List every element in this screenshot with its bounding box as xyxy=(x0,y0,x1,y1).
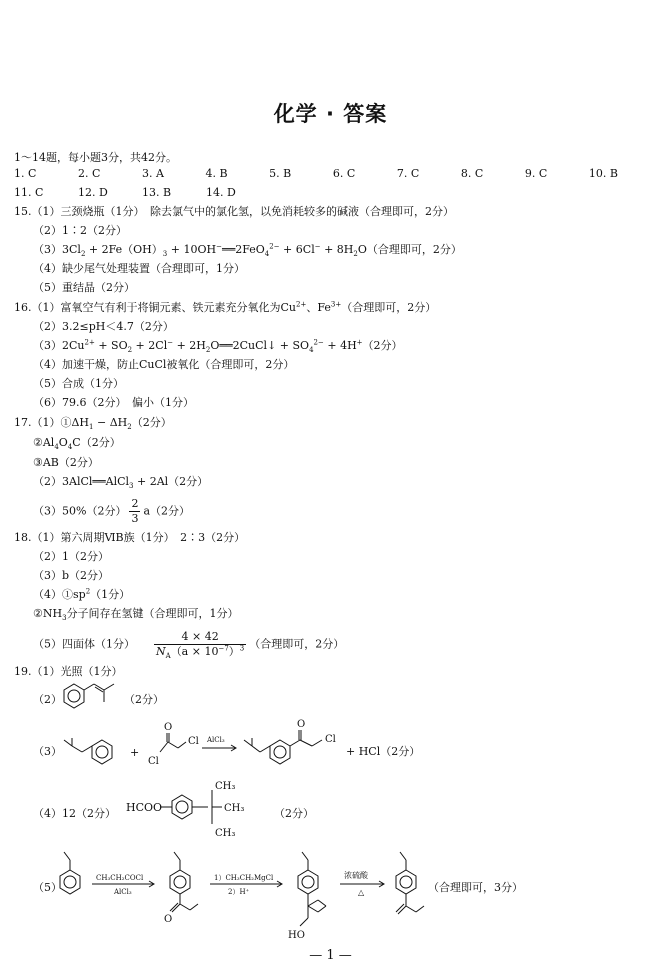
page-title: 化学 · 答案 xyxy=(273,102,388,126)
fraction: $\frac{4 \times 42}{N_A(a \times 10^{-7})^3}$ xyxy=(156,630,245,661)
svg-text:Cl: Cl xyxy=(148,756,159,767)
q17-line-2: $②Al_4O_4C(2$分） xyxy=(33,436,121,452)
q18-line-4: $(4)①sp^2(1$分） xyxy=(33,587,131,601)
svg-text:AlCl₃: AlCl₃ xyxy=(114,888,132,896)
q19-2-label: （2） xyxy=(33,693,62,706)
svg-text:O: O xyxy=(164,914,173,925)
q15-line-1: 15.（1）三颈烧瓶（1分） 除去氯气中的氯化氢，以免消耗较多的碱液（合理即可，2分） xyxy=(14,205,454,218)
q19-3-label: （3） xyxy=(33,745,62,758)
mc-answer: 14. D xyxy=(206,186,236,199)
q18-line-6: （5）四面体（1分） $\frac{4 \times 42}{N_A(a \times 10^{-7})^3}$ （合理即可，2分） xyxy=(33,630,345,661)
q19-4-structure xyxy=(126,778,276,848)
mc-answer: 6. C xyxy=(332,167,356,180)
mc-answer: 3. A xyxy=(142,167,164,180)
mc-answer: 7. C xyxy=(396,167,420,180)
mc-answer: 10. B xyxy=(588,167,618,180)
q19-4-score: （2分） xyxy=(274,807,314,820)
svg-text:Cl: Cl xyxy=(188,736,199,747)
q15-line-5: （5）重结晶（2分） xyxy=(33,281,135,294)
page-number: — 1 — xyxy=(309,948,352,963)
mc-answers-row-1 xyxy=(14,167,618,181)
svg-text:AlCl₃: AlCl₃ xyxy=(207,736,225,744)
q15-line-2: （2）1∶2（2分） xyxy=(33,224,127,237)
mc-answer: 2. C xyxy=(78,167,101,180)
q16-line-5: （5）合成（1分） xyxy=(33,377,124,390)
mc-answer: 9. C xyxy=(524,167,548,180)
q19-line-1: 19.（1）光照（1分） xyxy=(14,665,123,678)
svg-text:HCOO: HCOO xyxy=(126,801,163,814)
mc-answer: 8. C xyxy=(460,167,484,180)
mc-answer: 4. B xyxy=(205,167,228,180)
q16-line-3: $(3)2Cu^{2+} + SO_2 + 2Cl^-$ + $2H_2O══2CuCl↓ + SO_4^{2-} + 4H^+(2$分） xyxy=(33,338,403,355)
q16-line-4: （4）加速干燥，防止CuCl被氧化（合理即可，2分） xyxy=(33,358,295,371)
q19-2-structure xyxy=(60,678,130,718)
q18-line-1: 18.（1）第六周期ⅥB族（1分） 2∶3（2分） xyxy=(14,531,246,544)
svg-text:△: △ xyxy=(358,888,365,897)
mc-answer: 5. B xyxy=(269,167,292,180)
svg-text:HO: HO xyxy=(288,930,305,941)
q16-line-6: （6）79.6（2分） 偏小（1分） xyxy=(33,396,194,409)
q19-5-score: （合理即可，3分） xyxy=(428,881,523,894)
svg-text:1）CH₃CH₂MgCl: 1）CH₃CH₂MgCl xyxy=(214,874,274,882)
svg-text:2）H⁺: 2）H⁺ xyxy=(228,888,250,896)
q19-5-label: （5） xyxy=(33,881,62,894)
mc-answer: 11. C xyxy=(14,186,44,199)
svg-text:CH₃CH₂COCl: CH₃CH₂COCl xyxy=(96,874,144,882)
svg-text:O: O xyxy=(297,719,306,730)
q19-5-reaction xyxy=(56,848,426,944)
q15-line-3: $(3)3Cl_2 + 2Fe(OH)_3$ + 10OH−══2FeO$_4^{2-}$ + $6Cl^- + 8H_2O$（合理即可，2分） xyxy=(33,242,462,259)
mc-answer: 12. D xyxy=(78,186,108,199)
mc-answers-row-2 xyxy=(14,186,618,200)
mc-answer: 1. C xyxy=(14,167,37,180)
q18-line-2: （2）1（2分） xyxy=(33,550,109,563)
plus-sign: + xyxy=(130,746,140,759)
q19-4-label: （4）12（2分） xyxy=(33,807,116,820)
q17-line-3: ③AB（2分） xyxy=(33,456,99,469)
q15-line-4: （4）缺少尾气处理装置（合理即可，1分） xyxy=(33,262,245,275)
mc-intro: 1～14题，每小题3分，共42分。 xyxy=(14,151,177,164)
mc-answer: 13. B xyxy=(142,186,172,199)
svg-text:CH₃: CH₃ xyxy=(215,781,236,792)
q16-line-1: 16.（1）富氧空气有利于将铜元素、铁元素充分氧化为$Cu^{2+}$、$Fe^{3+}$（合理即可，2分） xyxy=(14,300,437,314)
svg-text:CH₃: CH₃ xyxy=(224,803,245,814)
svg-text:浓硫酸: 浓硫酸 xyxy=(344,871,368,880)
q18-line-5: $②NH_3$分子间存在氢键（合理即可，1分） xyxy=(33,607,239,623)
fraction: $\frac{2}{3}$ xyxy=(131,497,139,525)
svg-text:O: O xyxy=(164,722,173,733)
q17-line-5: （3）50%（2分） $\frac{2}{3}$ a（2分） xyxy=(33,497,191,525)
q17-line-4: （2）3AlCl══AlCl$_3$ + 2Al（2分） xyxy=(33,475,209,491)
q16-line-2: （2）3.2≤pH＜4.7（2分） xyxy=(33,320,174,333)
svg-text:Cl: Cl xyxy=(325,734,336,745)
q17-line-1: $17.(1)①\Delta H_1 - \Delta H_2(2$分） xyxy=(14,416,172,432)
svg-text:CH₃: CH₃ xyxy=(215,828,236,839)
q19-3-score: + HCl（2分） xyxy=(346,745,421,758)
q19-2-score: （2分） xyxy=(124,693,164,706)
q18-line-3: （3）b（2分） xyxy=(33,569,110,582)
